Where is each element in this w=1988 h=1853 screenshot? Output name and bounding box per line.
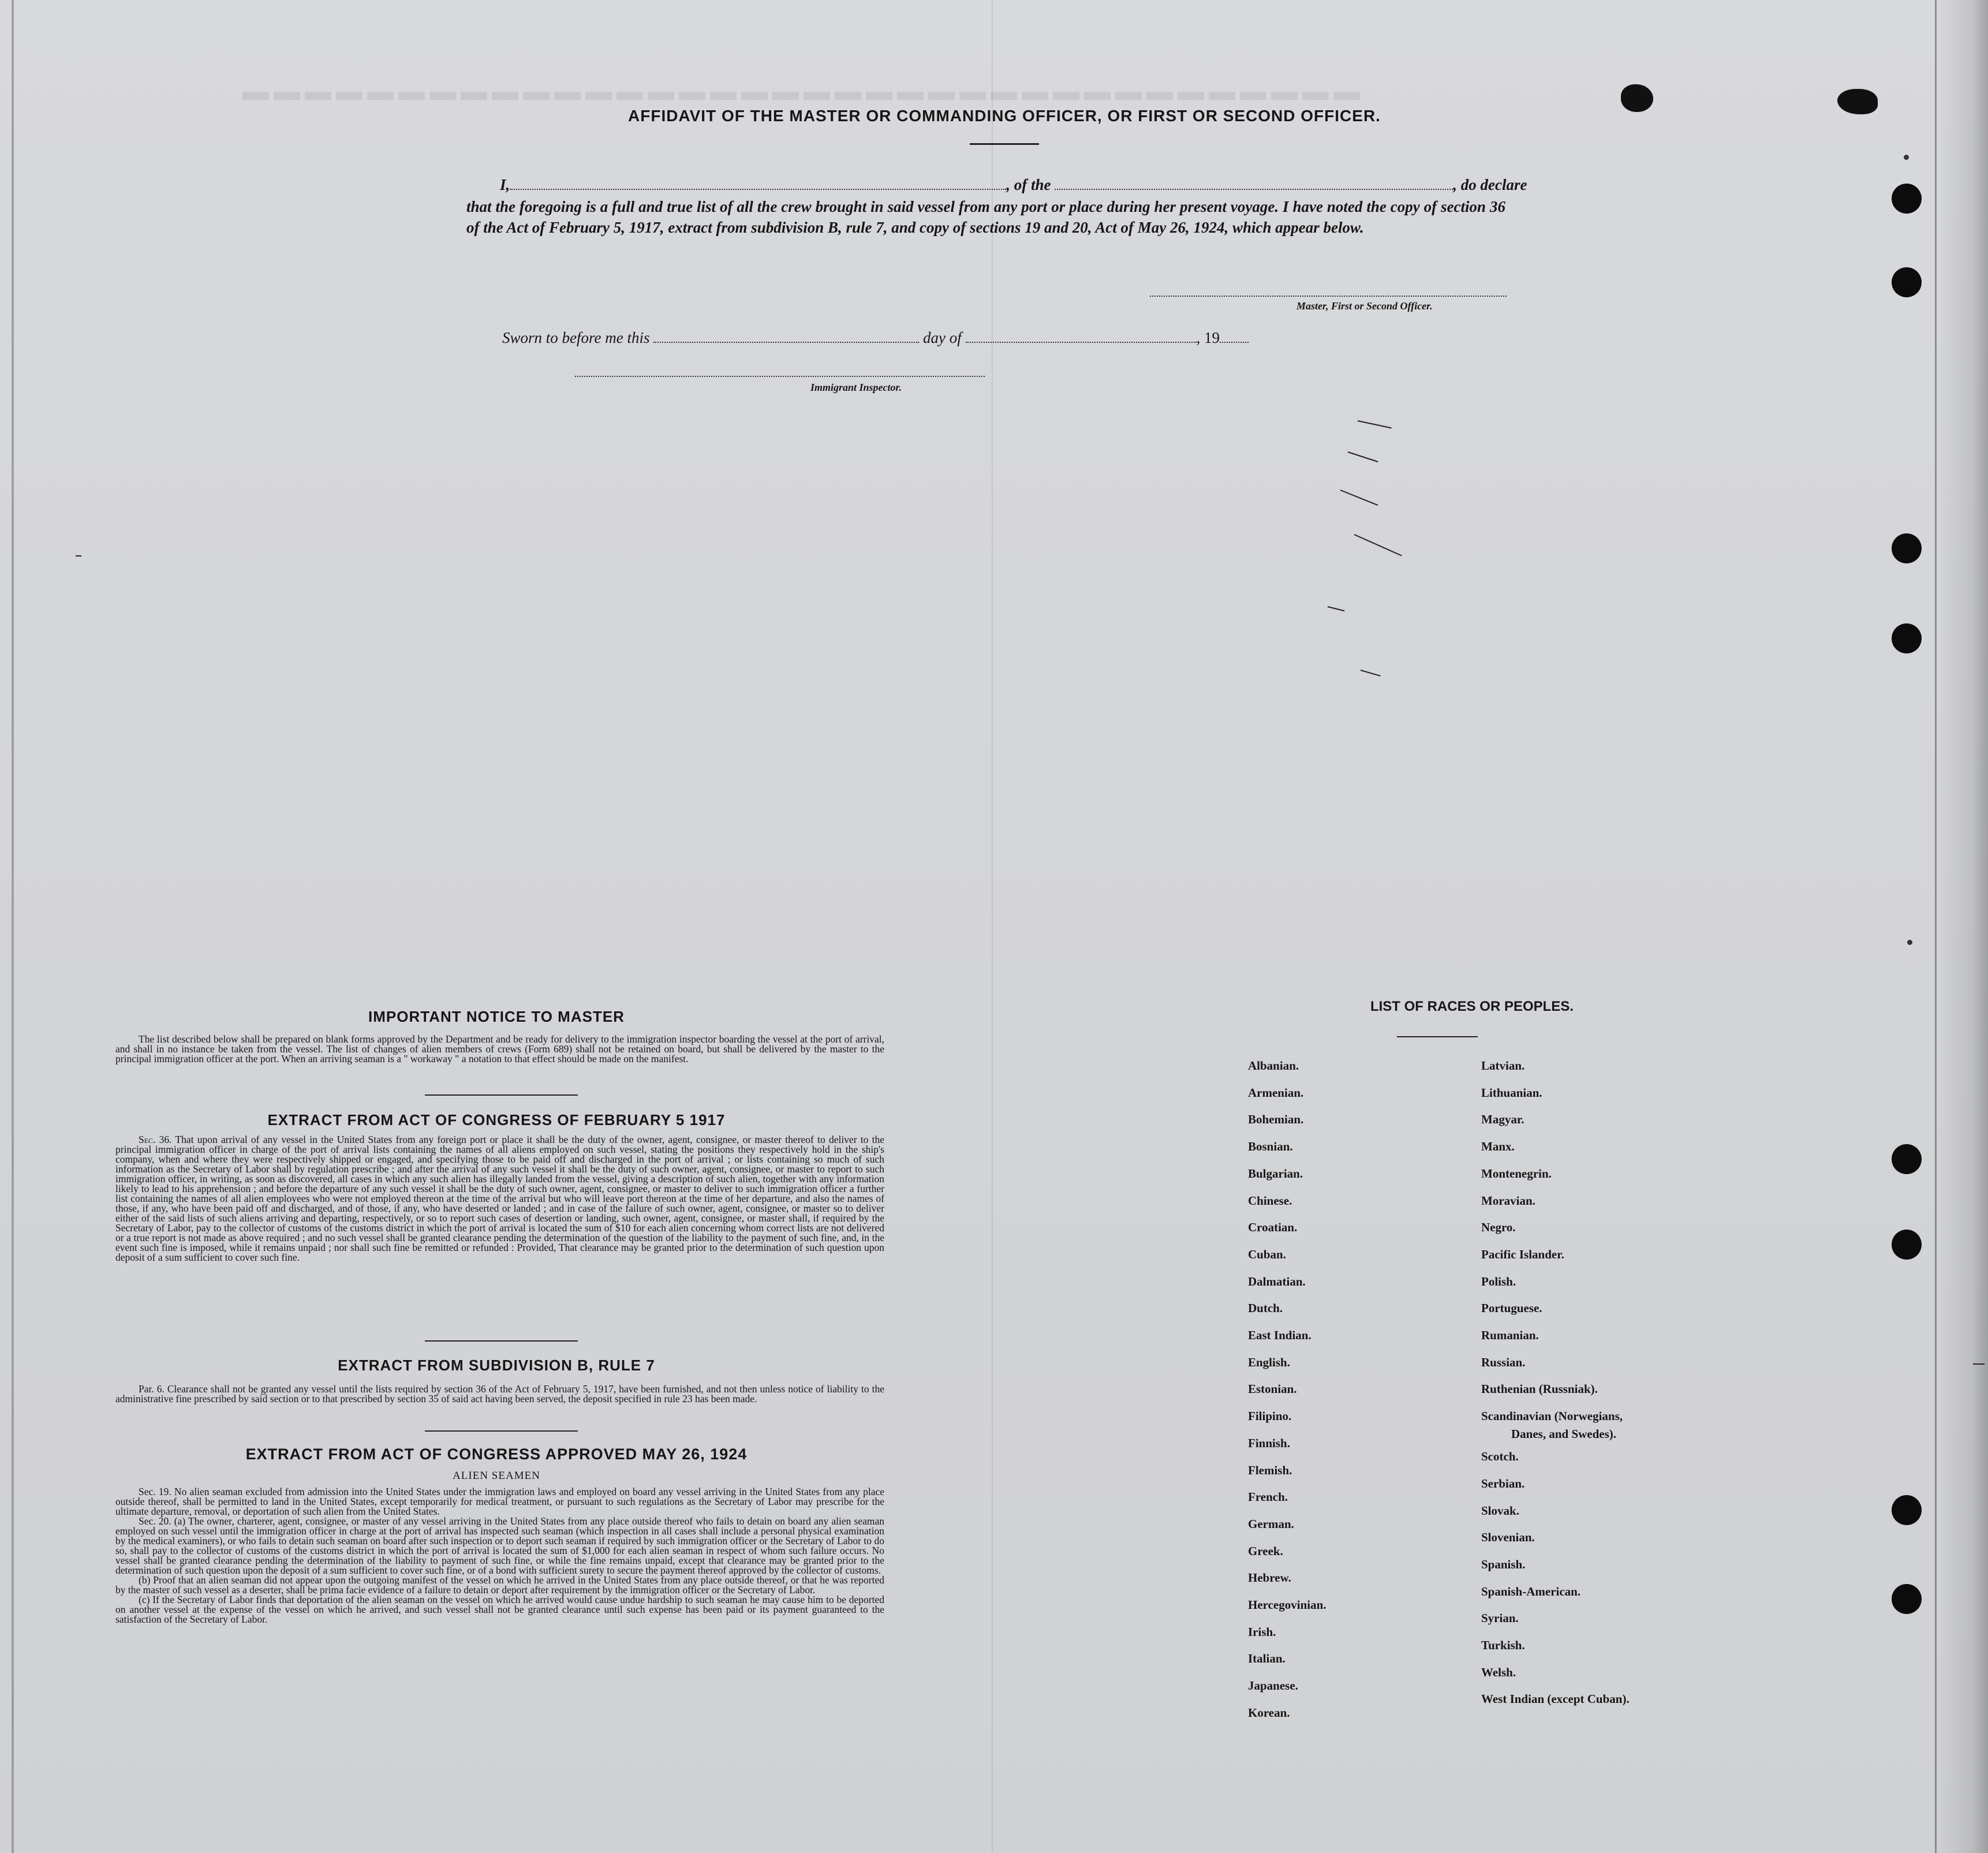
race-list-item: Japanese. xyxy=(1248,1679,1298,1693)
race-list-item: Slovenian. xyxy=(1481,1530,1535,1544)
page-fold xyxy=(992,0,993,1853)
race-list-item: Bulgarian. xyxy=(1248,1167,1303,1180)
race-list-item: Lithuanian. xyxy=(1481,1086,1542,1100)
affidavit-title-rule xyxy=(970,143,1039,145)
punch-hole xyxy=(1892,1584,1922,1614)
race-list-item: Croatian. xyxy=(1248,1220,1298,1234)
extract-1924-title: EXTRACT FROM ACT OF CONGRESS APPROVED MAY 26, 1924 xyxy=(245,1445,748,1463)
race-list-item: Scotch. xyxy=(1481,1449,1519,1463)
extract-rule7-title: EXTRACT FROM SUBDIVISION B, RULE 7 xyxy=(338,1357,655,1374)
race-list-item: Chinese. xyxy=(1248,1194,1292,1208)
race-list-item: Dalmatian. xyxy=(1248,1275,1306,1288)
race-list-item: German. xyxy=(1248,1517,1294,1531)
race-list-item: Bosnian. xyxy=(1248,1140,1293,1153)
race-list-item: Turkish. xyxy=(1481,1638,1525,1652)
race-list-item: Slovak. xyxy=(1481,1504,1519,1518)
race-list-item: Spanish. xyxy=(1481,1557,1526,1571)
sworn-year-label: , 19 xyxy=(1196,329,1220,346)
race-list-item: English. xyxy=(1248,1355,1290,1369)
ink-blot xyxy=(1621,84,1653,112)
sec-20c-text: (c) If the Secretary of Labor finds that deportation of the alien seaman on the vessel on which he arrived would cause undue hardship to such seaman he may cause him to be deported on another vessel at the expense of the vessel on which he arrived, and such vessel shall not be granted clearance until such expense has been paid or its payment guaranteed to the satisfaction of the Secretary of Labor. xyxy=(115,1594,884,1625)
extract-1917-rule xyxy=(425,1340,578,1342)
race-list-item: Hebrew. xyxy=(1248,1571,1291,1585)
extract-1917-body xyxy=(115,1135,884,1262)
sec-20b-text: (b) Proof that an alien seaman did not appear upon the outgoing manifest of the vessel on which he arrived in the United States from any place outside thereof, or that he was reported by the master of such vessel as a deserter, shall be prima facie evidence of a failure to detain or deport after requirement by the immigration officer or the Secretary of Labor. xyxy=(115,1574,884,1596)
sworn-line xyxy=(502,329,1249,347)
race-scandinavian-continued: Danes, and Swedes). xyxy=(1511,1427,1617,1441)
race-list-item: Dutch. xyxy=(1248,1301,1283,1315)
sec-36-text: That upon arrival of any vessel in the United States from any foreign port or place it shall be the duty of the owner, agent, consignee, or master thereof to deliver to the principal immigration officer in charge of the port of arrival lists containing the names of all aliens employed on such vessel, stating the positions they respectively hold in the ship's company, when and where they were respectively shipped or engaged, and specifying those to be paid off and discharged in the port of arrival ; or lists containing so much of such information as the Secretary of Labor shall by regulation prescribe ; and after the arrival of any such vessel it shall be the duty of such owner, agent, consignee, or master to report to such immigration officer, in writing, as soon as discovered, all cases in which any such alien has illegally landed from the vessel, giving a description of such alien, together with any information likely to lead to his apprehension ; and before the departure of any such vessel it shall be the duty of such owner, agent, consignee, or master to deliver to such immigration officer a further list containing the names of all alien employees who were not employed thereon at the time of the arrival but who will leave port thereon at the time of her departure, and also the names of those, if any, who have been paid off and discharged, and of those, if any, who have deserted or landed ; and in case of the failure of such owner, agent, consignee, or master so to deliver either of the said lists of such aliens arriving and departing, respectively, or so to report such cases of desertion or landing, such owner, agent, consignee, or master shall, if required by the Secretary of Labor, pay to the collector of customs of the customs district in which the port of arrival is located the sum of $10 for each alien concerning whom correct lists are not delivered or a true report is not made as above required ; and no such vessel shall be granted clearance pending the determination of the question of the liability to the payment of such fine, and, in the event such fine is imposed, while it remains unpaid ; nor shall such fine be remitted or refunded : Provided, That clearance may be granted prior to the determination of such question upon deposit of a sum sufficient to cover such fine. xyxy=(115,1134,884,1263)
name-field[interactable] xyxy=(510,189,1006,190)
sworn-prefix: Sworn to before me this xyxy=(502,329,650,346)
race-list-item: Flemish. xyxy=(1248,1463,1292,1477)
race-list-item: Scandinavian (Norwegians, xyxy=(1481,1409,1623,1423)
punch-hole xyxy=(1892,1495,1922,1525)
race-list-item: Estonian. xyxy=(1248,1382,1297,1396)
race-list-item: East Indian. xyxy=(1248,1328,1311,1342)
race-list-item: Spanish-American. xyxy=(1481,1585,1581,1598)
races-right-column xyxy=(1481,1059,1724,1751)
notice-body xyxy=(115,1034,884,1064)
race-list-item: Finnish. xyxy=(1248,1436,1290,1450)
race-list-item: Syrian. xyxy=(1481,1611,1519,1625)
sec-20a-text: Sec. 20. (a) The owner, charterer, agent, consignee, or master of any vessel arriving in the United States from any place outside thereof who fails to detain on board any alien seaman employed on such vessel until the immigration officer in charge at the port of arrival has inspected such seaman (which inspection in all cases shall include a personal physical examination by the medical examiners), or who fails to detain such seaman on board after such inspection or to deport such seaman if required by such immigration officer or the Secretary of Labor to do so, shall pay to the collector of customs of the customs district in which the port of arrival is located the sum of $1,000 for each alien seaman in respect of whom such failure occurs. No vessel shall be granted clearance pending the determination of the liability to payment of such fine, or while the fine remains unpaid, except that clearance may be granted prior to the determination of such question upon the deposit of a sum sufficient to cover such fine, or of a bond with sufficient surety to secure the payment thereof approved by the collector of customs. xyxy=(115,1515,884,1576)
races-title: LIST OF RACES OR PEOPLES. xyxy=(1370,999,1574,1014)
race-list-item: Magyar. xyxy=(1481,1112,1524,1126)
page-edge-shadow xyxy=(1936,0,1988,1853)
punch-hole xyxy=(1892,1230,1922,1260)
stray-mark xyxy=(1348,451,1378,462)
inspector-caption: Immigrant Inspector. xyxy=(810,382,902,393)
par-6-text: Par. 6. Clearance shall not be granted any vessel until the lists required by section 36 of the Act of February 5, 1917, have been furnished, and not then unless notice of liability to the administrative fine prescribed by said section or to that prescribed by section 35 of said act having been served, the deposit specified in rule 23 has been made. xyxy=(115,1383,884,1404)
stray-mark xyxy=(1358,420,1392,428)
notice-rule xyxy=(425,1094,578,1096)
affidavit-of-the-label: , of the xyxy=(1006,176,1051,193)
punch-hole xyxy=(1892,623,1922,653)
punch-hole xyxy=(1892,184,1922,214)
punch-hole xyxy=(1892,1144,1922,1174)
race-list-item: Bohemian. xyxy=(1248,1112,1304,1126)
extract-rule7-body xyxy=(115,1384,884,1404)
sworn-month-field[interactable] xyxy=(966,342,1197,343)
race-list-item: Ruthenian (Russniak). xyxy=(1481,1382,1598,1396)
race-list-item: Montenegrin. xyxy=(1481,1167,1552,1180)
ink-blot xyxy=(1837,89,1878,114)
race-list-item: Serbian. xyxy=(1481,1477,1525,1490)
affidavit-paragraph: that the foregoing is a full and true list of all the crew brought in said vessel from any port or place during her present voyage. I have noted the copy of section 36 of the Act of February 5, 1917, extract from subdivision B, rule 7, and copy of sections 19 and 20, Act of May 26, 1924, which appear below. xyxy=(466,198,1505,236)
race-list-item: Polish. xyxy=(1481,1275,1516,1288)
stray-mark xyxy=(1354,534,1402,556)
race-list-item: Irish. xyxy=(1248,1625,1276,1639)
race-list-item: Russian. xyxy=(1481,1355,1526,1369)
margin-dot xyxy=(1907,940,1912,945)
extract-rule7-rule xyxy=(425,1430,578,1432)
race-list-item: Manx. xyxy=(1481,1140,1515,1153)
race-list-item: Portuguese. xyxy=(1481,1301,1542,1315)
stray-mark xyxy=(76,555,81,556)
affidavit-do-declare-label: , do declare xyxy=(1453,176,1527,193)
notice-title: IMPORTANT NOTICE TO MASTER xyxy=(368,1008,625,1025)
sworn-day-of-label: day of xyxy=(923,329,962,346)
extract-1917-title: EXTRACT FROM ACT OF CONGRESS OF FEBRUARY 5 1917 xyxy=(267,1111,726,1129)
race-list-item: Filipino. xyxy=(1248,1409,1292,1423)
sworn-day-field[interactable] xyxy=(653,342,919,343)
race-list-item: Rumanian. xyxy=(1481,1328,1539,1342)
stray-mark xyxy=(1361,670,1381,677)
stray-mark xyxy=(1328,606,1345,611)
races-title-rule xyxy=(1397,1036,1478,1037)
races-left-column xyxy=(1248,1059,1456,1751)
affidavit-title: AFFIDAVIT OF THE MASTER OR COMMANDING OFFICER, OR FIRST OR SECOND OFFICER. xyxy=(628,107,1381,125)
bleed-through-heading: ▬▬▬▬▬▬▬▬▬▬▬▬▬▬▬▬▬▬▬▬▬▬▬▬▬▬▬▬▬▬▬▬▬▬▬▬ xyxy=(242,76,1365,106)
race-list-item: French. xyxy=(1248,1490,1288,1504)
extract-1924-subtitle: ALIEN SEAMEN xyxy=(453,1470,540,1482)
inspector-signature-line[interactable] xyxy=(575,376,985,377)
vessel-field[interactable] xyxy=(1055,189,1453,190)
stray-mark xyxy=(1340,490,1378,506)
officer-signature-line[interactable] xyxy=(1150,296,1507,297)
sec-19-text: Sec. 19. No alien seaman excluded from admission into the United States under the immigration laws and employed on board any vessel arriving in the United States from any place outside thereof, shall be permitted to land in the United States, except temporarily for medical treatment, or pursuant to such regulations as the Secretary of Labor may prescribe for the ultimate departure, removal, or deportation of such alien from the United States. xyxy=(115,1486,884,1517)
race-list-item: Pacific Islander. xyxy=(1481,1247,1564,1261)
stray-mark xyxy=(1973,1363,1985,1365)
race-list-item: Moravian. xyxy=(1481,1194,1535,1208)
affidavit-declaration-line xyxy=(500,176,1527,194)
race-list-item: Cuban. xyxy=(1248,1247,1286,1261)
race-list-item: Greek. xyxy=(1248,1544,1283,1558)
margin-dot xyxy=(1904,155,1909,160)
race-list-item: Korean. xyxy=(1248,1706,1290,1720)
sec-36-label: Sec. 36. xyxy=(139,1134,172,1145)
race-list-item: Armenian. xyxy=(1248,1086,1304,1100)
race-list-item: Albanian. xyxy=(1248,1059,1299,1073)
extract-1924-body xyxy=(115,1487,884,1624)
officer-caption: Master, First or Second Officer. xyxy=(1296,300,1433,312)
affidavit-i-label: I, xyxy=(500,176,510,193)
race-list-item: Latvian. xyxy=(1481,1059,1525,1073)
punch-hole xyxy=(1892,533,1922,563)
sworn-year-field[interactable] xyxy=(1220,342,1249,343)
page-edge-left xyxy=(12,0,14,1853)
race-list-item: Welsh. xyxy=(1481,1665,1516,1679)
race-list-item: West Indian (except Cuban). xyxy=(1481,1692,1630,1706)
race-list-item: Hercegovinian. xyxy=(1248,1598,1326,1612)
race-list-item: Negro. xyxy=(1481,1220,1516,1234)
race-list-item: Italian. xyxy=(1248,1652,1286,1665)
notice-paragraph: The list described below shall be prepared on blank forms approved by the Department and be ready for delivery to the immigration inspector boarding the vessel at the port of arrival, and shall in no instance be taken from the vessel. The list of changes of alien members of crews (Form 689) shall not be retained on board, but shall be delivered by the master to the principal immigration officer at the port. When an arriving seaman is a " workaway " a notation to that effect should be made on the manifest. xyxy=(115,1033,884,1064)
punch-hole xyxy=(1892,267,1922,297)
